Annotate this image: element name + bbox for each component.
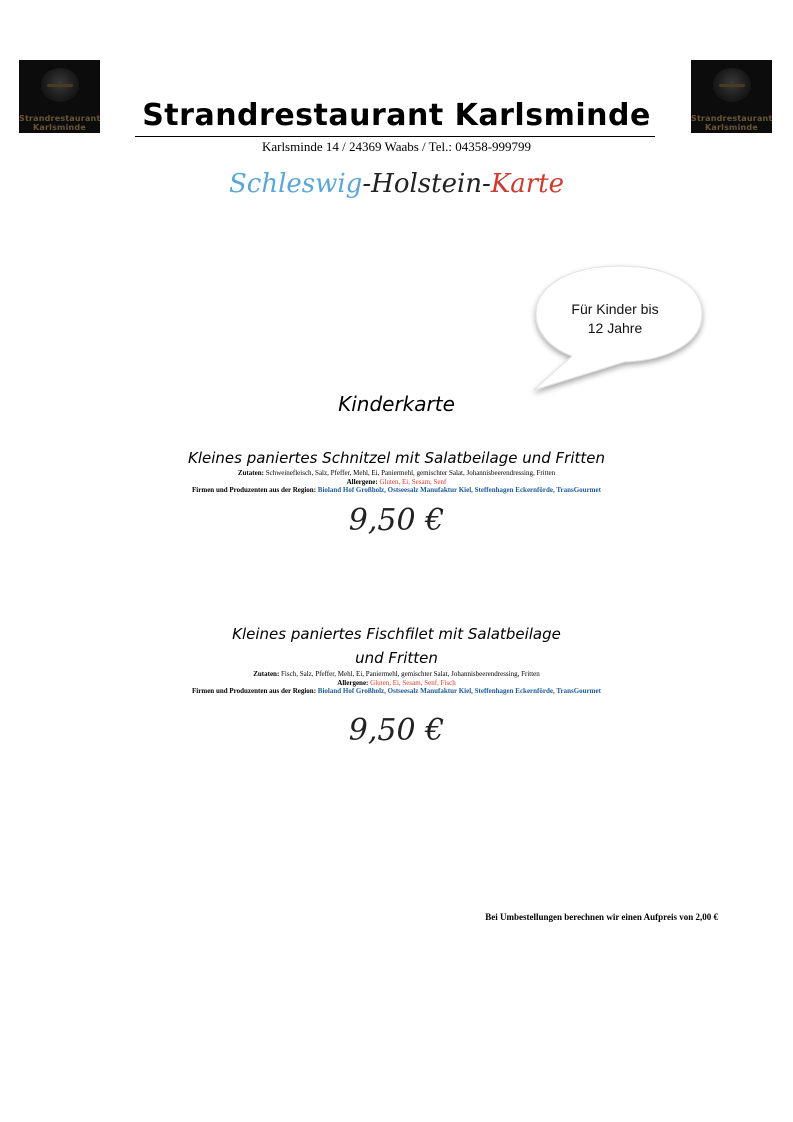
ingredients-label: Zutaten: — [253, 670, 280, 678]
bubble-text — [540, 300, 690, 338]
ingredients-label: Zutaten: — [237, 469, 264, 477]
restaurant-title: Strandrestaurant Karlsminde — [142, 98, 651, 133]
logo-text-line2: Karlsminde — [705, 123, 758, 132]
subtitle-part-schleswig: Schleswig — [228, 169, 363, 199]
logo-text-line2: Karlsminde — [33, 123, 86, 132]
allergens-text: Gluten, Ei, Sesam, Senf — [379, 477, 447, 486]
producers-line — [0, 687, 793, 696]
ingredients-text: Schweinefleisch, Salz, Pfeffer, Mehl, Ei, Paniermehl, gemischter Salat, Johannisbeerendressing, Fritten — [265, 469, 556, 477]
surcharge-note: Bei Umbestellungen berechnen wir einen Aufpreis von 2,00 € — [485, 912, 718, 922]
dish-price: 9,50 € — [348, 713, 445, 748]
ingredients-line — [0, 670, 793, 679]
bubble-line1: Für Kinder bis — [571, 301, 659, 317]
ingredients-line — [0, 469, 793, 478]
logo-text-line1: Strandrestaurant — [19, 114, 100, 123]
dish-details — [0, 469, 793, 495]
producers-text: Bioland Hof Großholz, Ostseesalz Manufaktur Kiel, Steffenhagen Eckernförde, TransGourmet — [317, 687, 601, 695]
subtitle-part-karte: Karte — [490, 169, 565, 199]
dish-name — [0, 622, 793, 670]
producers-label: Firmen und Produzenten aus der Region: — [192, 687, 317, 695]
dish-details — [0, 670, 793, 696]
allergens-label: Allergene: — [346, 477, 378, 486]
producers-text: Bioland Hof Großholz, Ostseesalz Manufaktur Kiel, Steffenhagen Eckernförde, TransGourmet — [317, 486, 601, 494]
producers-line — [0, 486, 793, 495]
producers-label: Firmen und Produzenten aus der Region: — [192, 486, 317, 494]
dish-price: 9,50 € — [348, 503, 445, 538]
subtitle-part-holstein: Holstein — [371, 169, 483, 199]
bubble-line2: 12 Jahre — [587, 320, 643, 336]
dish-name-line1: Kleines paniertes Fischfilet mit Salatbeilage — [232, 625, 561, 643]
subtitle-separator: - — [362, 169, 372, 199]
dish-name-line2: und Fritten — [355, 649, 438, 667]
title-underline — [135, 136, 655, 137]
allergens-text: Gluten, Ei, Sesam, Senf, Fisch — [370, 678, 456, 687]
ingredients-text: Fisch, Salz, Pfeffer, Mehl, Ei, Paniermehl, gemischter Salat, Johannisbeerendressing, Fritten — [281, 670, 540, 678]
allergens-line — [0, 679, 793, 688]
dish-name: Kleines paniertes Schnitzel mit Salatbeilage und Fritten — [187, 449, 605, 467]
allergens-label: Allergene: — [337, 678, 369, 687]
logo-text-line1: Strandrestaurant — [691, 114, 772, 123]
menu-subtitle — [0, 164, 793, 204]
section-title: Kinderkarte — [338, 392, 455, 416]
subtitle-separator: - — [482, 169, 491, 199]
restaurant-address: Karlsminde 14 / 24369 Waabs / Tel.: 04358-999799 — [261, 139, 532, 154]
allergens-line — [0, 478, 793, 487]
